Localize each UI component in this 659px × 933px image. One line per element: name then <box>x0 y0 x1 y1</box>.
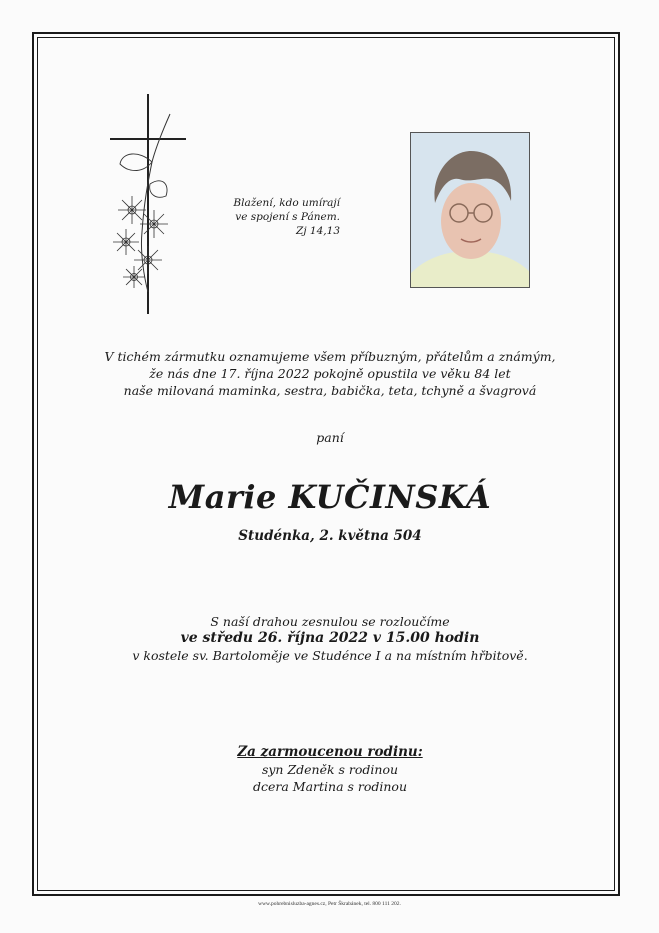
verse-reference: Zj 14,13 <box>296 225 340 237</box>
deceased-address: Studénka, 2. května 504 <box>238 528 422 544</box>
cross-with-flowers-icon <box>104 92 194 317</box>
intro-line-2: že nás dne 17. října 2022 pokojně opustila ve věku 84 let <box>149 366 511 381</box>
funeral-date-time: ve středu 26. října 2022 v 15.00 hodin <box>180 630 480 646</box>
funeral-place: v kostele sv. Bartoloměje ve Studénce I a na místním hřbitově. <box>132 648 528 663</box>
portrait-icon <box>411 133 530 288</box>
intro-line-3: naše milovaná maminka, sestra, babička, teta, tchyně a švagrová <box>123 383 537 398</box>
family-member: syn Zdeněk s rodinou <box>261 762 399 777</box>
deceased-name: Marie KUČINSKÁ <box>168 478 492 516</box>
family-signature <box>60 744 600 795</box>
funeral-info <box>60 613 600 664</box>
intro-line-1: V tichém zármutku oznamujeme všem příbuzným, přátelům a známým, <box>104 349 556 364</box>
family-member: dcera Martina s rodinou <box>252 779 408 794</box>
verse-line-1: Blažení, kdo umírají <box>233 197 340 209</box>
title-word: paní <box>316 430 344 445</box>
portrait-photo <box>410 132 530 288</box>
footer-contact: www.pohrebnisluzba-agnes.cz, Petr Škrabánek, tel. 800 111 202. <box>258 901 401 907</box>
bible-verse <box>220 196 340 238</box>
funeral-line-1: S naší drahou zesnulou se rozloučíme <box>210 614 450 629</box>
family-heading: Za zarmoucenou rodinu: <box>237 744 423 760</box>
verse-line-2: ve spojení s Pánem. <box>235 211 340 223</box>
announcement-text <box>60 348 600 399</box>
